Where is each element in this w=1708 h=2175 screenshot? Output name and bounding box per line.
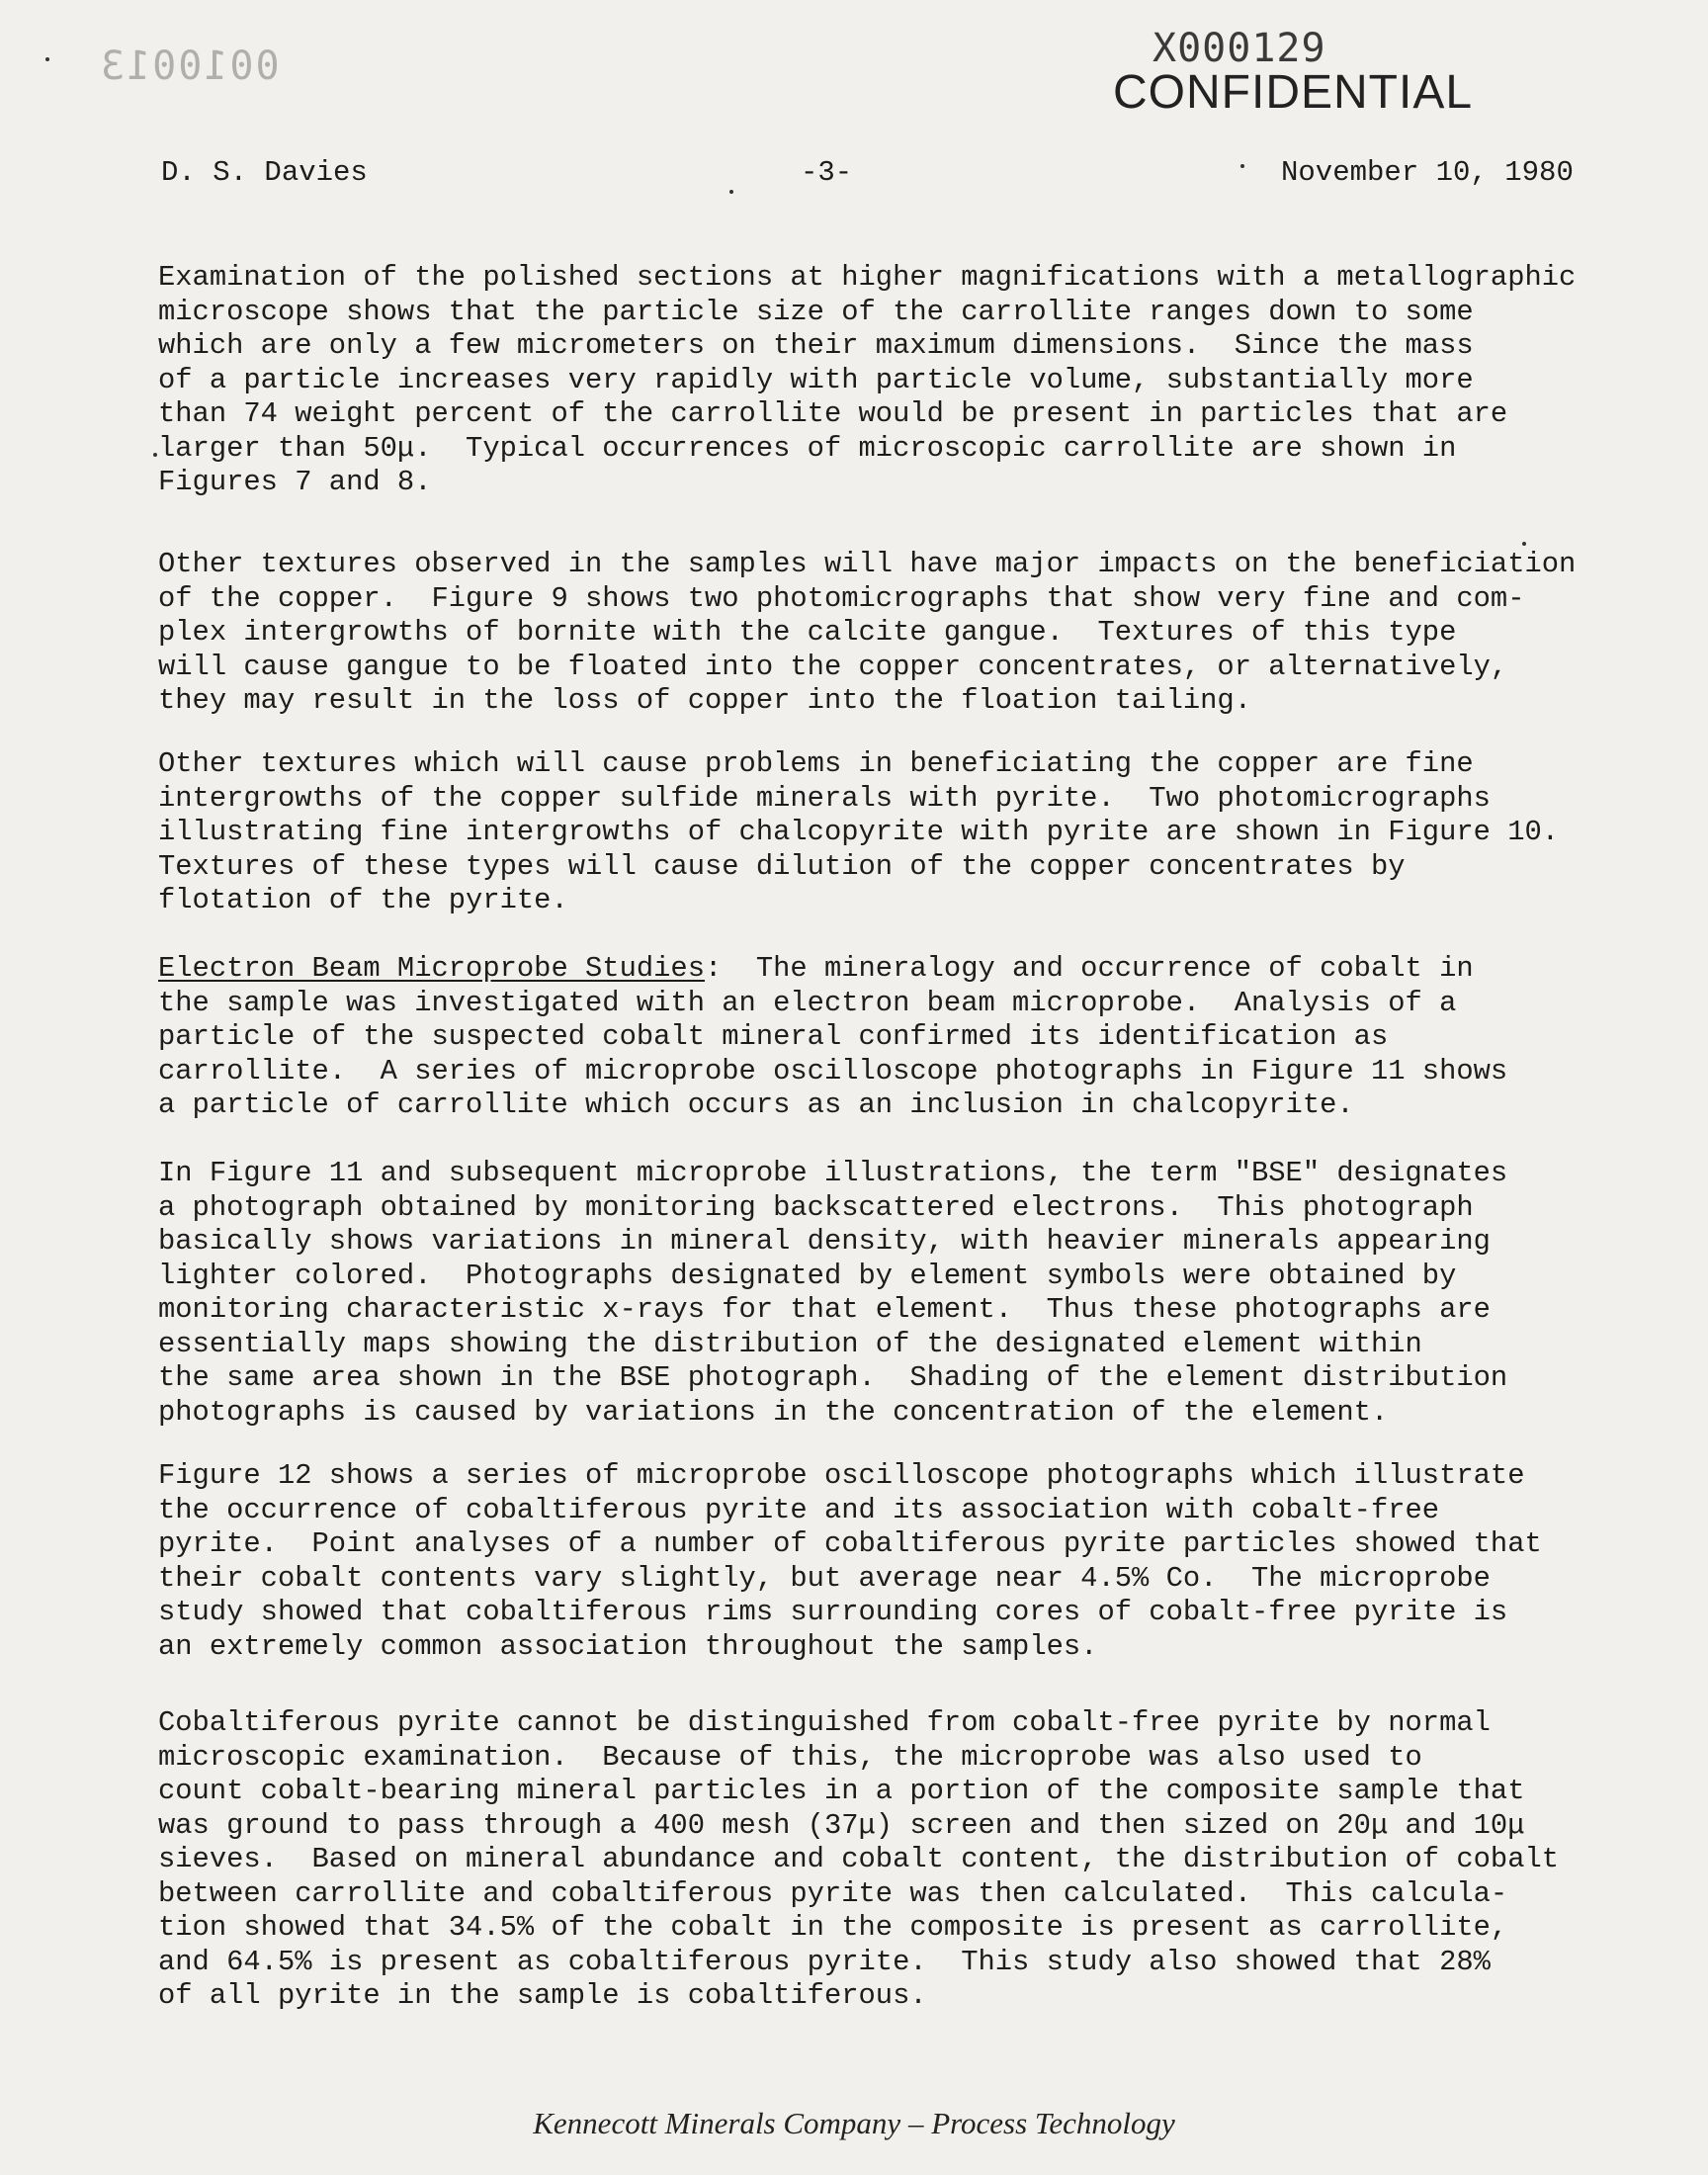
text-line: and 64.5% is present as cobaltiferous pyrite. This study also showed that 28% [158,1945,1491,1978]
text-line: the same area shown in the BSE photograph. Shading of the element distribution [158,1361,1508,1394]
scan-speck [1240,164,1244,168]
page-number: -3- [801,156,853,189]
text-line: pyrite. Point analyses of a number of cobaltiferous pyrite particles showed that [158,1527,1542,1560]
paragraph-bse-explanation [158,1157,1581,1430]
text-line: microscope shows that the particle size of the carrollite ranges down to some [158,295,1474,328]
text-line: tion showed that 34.5% of the cobalt in the composite is present as carrollite, [158,1911,1508,1944]
scan-speck [153,453,157,457]
paragraph-cobalt-distribution [158,1706,1581,2014]
memo-date: November 10, 1980 [1281,156,1574,189]
confidential-stamp: CONFIDENTIAL [1113,66,1474,119]
text-line: of all pyrite in the sample is cobaltiferous. [158,1979,927,2012]
text-line: intergrowths of the copper sulfide minerals with pyrite. Two photomicrographs [158,781,1491,815]
scan-speck [45,57,49,61]
company-footer: Kennecott Minerals Company – Process Technology [533,2106,1175,2140]
text-line: basically shows variations in mineral density, with heavier minerals appearing [158,1225,1491,1258]
text-line: they may result in the loss of copper into the floation tailing. [158,684,1251,717]
text-line: study showed that cobaltiferous rims surrounding cores of cobalt-free pyrite is [158,1596,1508,1628]
mirrored-stamp-number: 0010013 [99,44,280,89]
text-line-rest: : The mineralogy and occurrence of cobalt in [705,952,1474,985]
paragraph-bornite-textures [158,548,1581,719]
text-line: essentially maps showing the distribution of the designated element within [158,1327,1422,1360]
text-line: flotation of the pyrite. [158,884,568,916]
text-line: Textures of these types will cause dilution of the copper concentrates by [158,849,1406,883]
text-line: between carrollite and cobaltiferous pyrite was then calculated. This calcula- [158,1876,1508,1910]
scan-speck [1522,542,1526,546]
text-line: plex intergrowths of bornite with the calcite gangue. Textures of this type [158,616,1457,649]
document-number-stamp: X000129 [1153,26,1326,71]
text-line: illustrating fine intergrowths of chalcopyrite with pyrite are shown in Figure 10. [158,816,1560,848]
text-line: particle of the suspected cobalt mineral confirmed its identification as [158,1020,1389,1053]
section-heading: Electron Beam Microprobe Studies [158,952,705,985]
paragraph-cobaltiferous-pyrite [158,1459,1581,1664]
text-line: Cobaltiferous pyrite cannot be distinguished from cobalt-free pyrite by normal [158,1706,1491,1739]
text-line: Figures 7 and 8. [158,466,432,498]
text-line: monitoring characteristic x-rays for that element. Thus these photographs are [158,1293,1491,1326]
memo-author: D. S. Davies [161,156,368,189]
paragraph-pyrite-intergrowths [158,747,1581,918]
text-line: than 74 weight percent of the carrollite would be present in particles that are [158,397,1508,430]
text-line: carrollite. A series of microprobe oscilloscope photographs in Figure 11 shows [158,1054,1508,1088]
text-line: In Figure 11 and subsequent microprobe illustrations, the term "BSE" designates [158,1157,1508,1189]
text-line: count cobalt-bearing mineral particles in a portion of the composite sample that [158,1775,1525,1807]
text-line: an extremely common association throughout the samples. [158,1629,1098,1663]
text-line: photographs is caused by variations in the concentration of the element. [158,1395,1389,1429]
text-line: their cobalt contents vary slightly, but average near 4.5% Co. The microprobe [158,1561,1491,1595]
text-line [158,952,1581,987]
text-line: of a particle increases very rapidly with particle volume, substantially more [158,363,1474,396]
text-line: Other textures observed in the samples will have major impacts on the beneficiation [158,548,1577,580]
text-line: a particle of carrollite which occurs as an inclusion in chalcopyrite. [158,1088,1354,1121]
text-line: the sample was investigated with an electron beam microprobe. Analysis of a [158,986,1457,1019]
text-line: microscopic examination. Because of this, the microprobe was also used to [158,1740,1422,1774]
text-line: was ground to pass through a 400 mesh (37μ) screen and then sized on 20μ and 10μ [158,1808,1525,1842]
text-line: Figure 12 shows a series of microprobe oscilloscope photographs which illustrate [158,1459,1525,1492]
text-line: lighter colored. Photographs designated by element symbols were obtained by [158,1259,1457,1292]
text-line: will cause gangue to be floated into the copper concentrates, or alternatively, [158,650,1508,683]
text-line: a photograph obtained by monitoring backscattered electrons. This photograph [158,1190,1474,1224]
paragraph-carrollite-particle-size [158,261,1581,500]
text-line: of the copper. Figure 9 shows two photomicrographs that show very fine and com- [158,581,1525,615]
text-line: Other textures which will cause problems in beneficiating the copper are fine [158,747,1474,780]
text-line: the occurrence of cobaltiferous pyrite and its association with cobalt-free [158,1493,1440,1526]
paragraph-microprobe-studies [158,952,1581,1123]
text-line: sieves. Based on mineral abundance and cobalt content, the distribution of cobalt [158,1843,1560,1875]
text-line: larger than 50μ. Typical occurrences of microscopic carrollite are shown in [158,431,1457,465]
text-line: which are only a few micrometers on their maximum dimensions. Since the mass [158,329,1474,362]
scan-speck [729,190,733,194]
text-line: Examination of the polished sections at higher magnifications with a metallographic [158,261,1577,294]
